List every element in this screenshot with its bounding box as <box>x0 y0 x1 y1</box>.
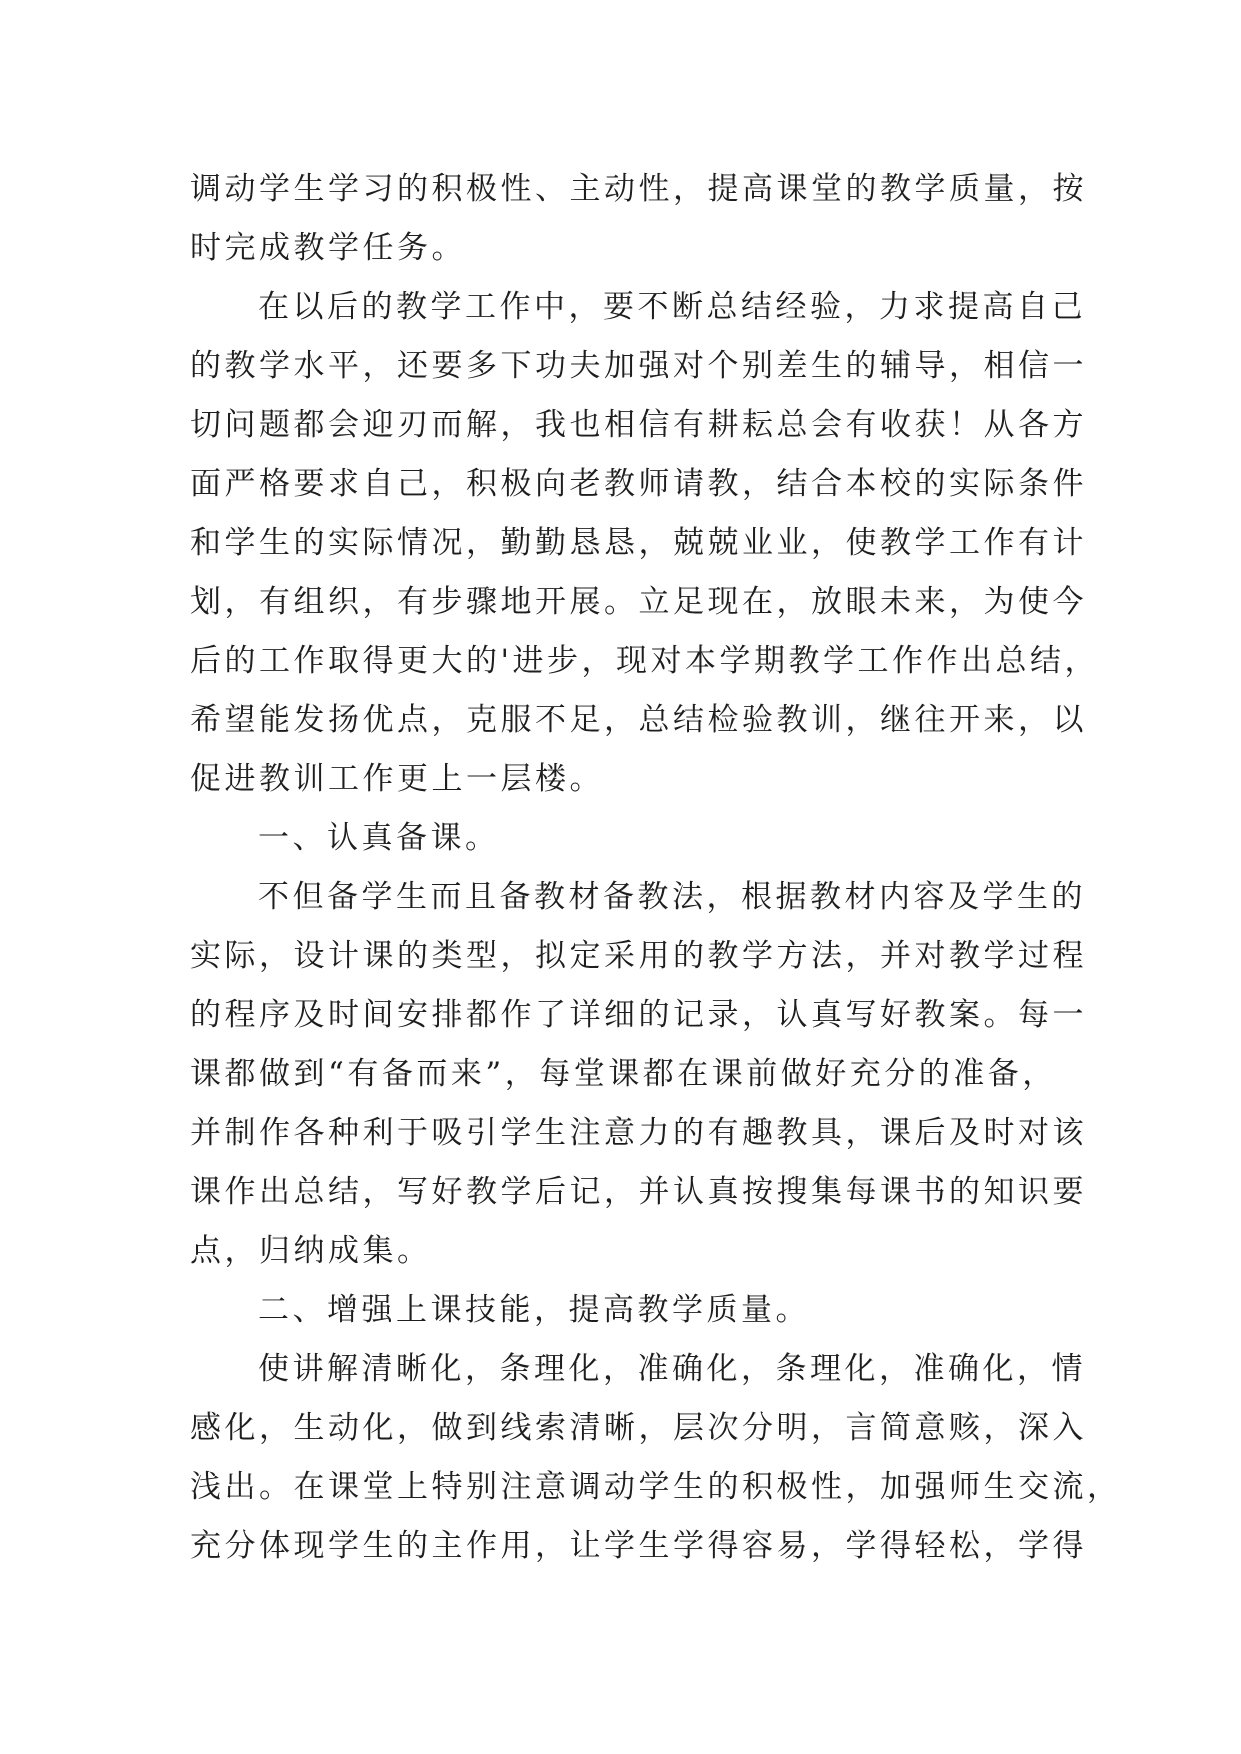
text-line: 后的工作取得更大的'进步，现对本学期教学工作作出总结， <box>190 643 1100 679</box>
text-line: 点，归纳成集。 <box>190 1233 432 1269</box>
text-line: 划，有组织，有步骤地开展。立足现在，放眼未来，为使今 <box>190 584 1087 620</box>
section-heading: 一、认真备课。 <box>258 820 500 856</box>
section-heading: 二、增强上课技能，提高教学质量。 <box>258 1292 810 1328</box>
text-line: 促进教训工作更上一层楼。 <box>190 761 604 797</box>
text-line: 调动学生学习的积极性、主动性，提高课堂的教学质量，按 <box>190 171 1087 207</box>
text-line: 时完成教学任务。 <box>190 230 466 266</box>
text-line: 并制作各种利于吸引学生注意力的有趣教具，课后及时对该 <box>190 1115 1087 1151</box>
text-line: 的程序及时间安排都作了详细的记录，认真写好教案。每一 <box>190 997 1087 1033</box>
body-text <box>190 160 1122 1576</box>
text-line: 希望能发扬优点，克服不足，总结检验教训，继往开来，以 <box>190 702 1087 738</box>
text-line: 实际，设计课的类型，拟定采用的教学方法，并对教学过程 <box>190 938 1087 974</box>
text-line: 在以后的教学工作中，要不断总结经验，力求提高自己 <box>258 289 1086 325</box>
text-line: 面严格要求自己，积极向老教师请教，结合本校的实际条件 <box>190 466 1087 502</box>
text-line: 不但备学生而且备教材备教法，根据教材内容及学生的 <box>258 879 1086 915</box>
text-line: 课都做到“有备而来”，每堂课都在课前做好充分的准备， <box>190 1056 1057 1092</box>
text-line: 浅出。在课堂上特别注意调动学生的积极性，加强师生交流， <box>190 1469 1122 1505</box>
text-line: 充分体现学生的主作用，让学生学得容易，学得轻松，学得 <box>190 1528 1087 1564</box>
text-line: 使讲解清晰化，条理化，准确化，条理化，准确化，情 <box>258 1351 1086 1387</box>
text-line: 切问题都会迎刃而解，我也相信有耕耘总会有收获！从各方 <box>190 407 1087 443</box>
text-line: 感化，生动化，做到线索清晰，层次分明，言简意赅，深入 <box>190 1410 1087 1446</box>
text-line: 课作出总结，写好教学后记，并认真按搜集每课书的知识要 <box>190 1174 1087 1210</box>
text-line: 的教学水平，还要多下功夫加强对个别差生的辅导，相信一 <box>190 348 1087 384</box>
text-line: 和学生的实际情况，勤勤恳恳，兢兢业业，使教学工作有计 <box>190 525 1087 561</box>
